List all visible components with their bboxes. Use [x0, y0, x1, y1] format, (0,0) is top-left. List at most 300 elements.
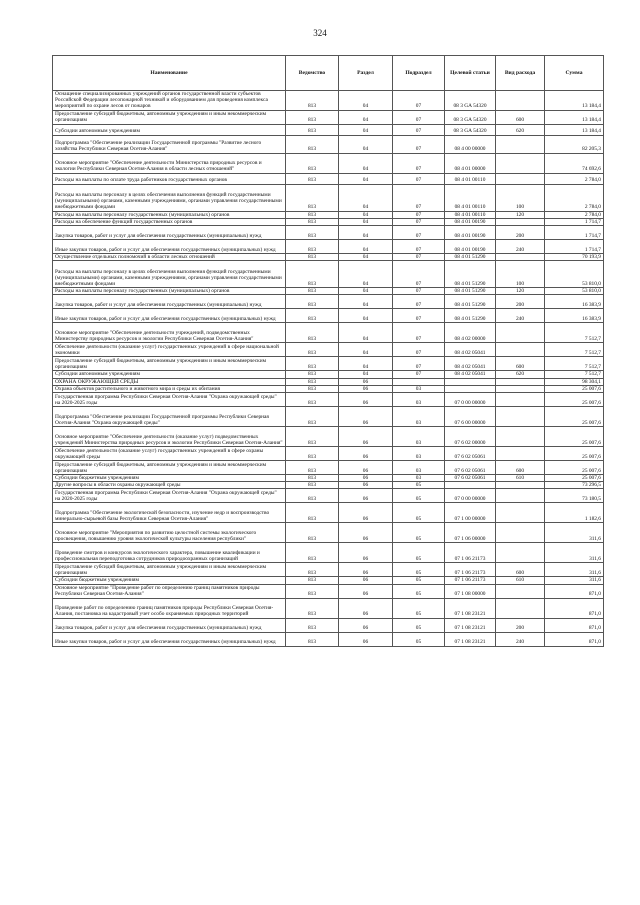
cell-sec: 06 [339, 447, 393, 461]
cell-target [445, 482, 496, 489]
cell-sum: 73 180,5 [545, 489, 604, 503]
cell-target: 07 1 06 00000 [445, 523, 496, 543]
cell-exp: 240 [496, 240, 545, 254]
cell-target: 08 4 02 05041 [445, 371, 496, 378]
cell-target: 08 3 GA 54320 [445, 91, 496, 111]
cell-sum: 16 383,9 [545, 309, 604, 323]
table-row [53, 577, 604, 584]
cell-target: 08 4 01 00110 [445, 211, 496, 218]
cell-name: Расходы на выплаты персоналу в целях обеспечения выполнения функций государственными (муниципальными) органами, казенными учреждениями, органами управления государственными внебюджетными фондами [53, 261, 286, 288]
cell-target: 08 4 01 00000 [445, 153, 496, 173]
cell-target: 07 1 08 23121 [445, 618, 496, 632]
cell-name: Закупка товаров, работ и услуг для обеспечения государственных (муниципальных) нужд [53, 295, 286, 309]
cell-sec: 06 [339, 378, 393, 385]
cell-name: Иные закупки товаров, работ и услуг для обеспечения государственных (муниципальных) нужд [53, 309, 286, 323]
table-header-row [53, 56, 604, 91]
cell-exp [496, 153, 545, 173]
column-header-department: Ведомство [286, 56, 339, 91]
cell-dept: 813 [286, 124, 339, 135]
cell-dept: 813 [286, 110, 339, 124]
cell-name: Основное мероприятие "Обеспечение деятельности (оказание услуг) подведомственных учреждений Министерства природных ресурсов и экологии Республики Северная Осетия-Алания" [53, 427, 286, 447]
cell-sec: 06 [339, 385, 393, 392]
table-row [53, 447, 604, 461]
cell-exp: 600 [496, 357, 545, 371]
cell-sec: 04 [339, 357, 393, 371]
cell-exp: 610 [496, 577, 545, 584]
table-row [53, 393, 604, 407]
cell-sub: 07 [393, 371, 445, 378]
table-row [53, 124, 604, 135]
cell-dept: 813 [286, 211, 339, 218]
cell-sum: 1 714,7 [545, 226, 604, 240]
cell-sum: 70 193,9 [545, 254, 604, 261]
cell-target: 08 4 02 05041 [445, 357, 496, 371]
cell-dept: 813 [286, 563, 339, 577]
cell-sec: 06 [339, 598, 393, 618]
cell-sec: 04 [339, 226, 393, 240]
cell-sub: 03 [393, 461, 445, 475]
cell-target: 08 4 01 00110 [445, 173, 496, 184]
cell-sum: 871,0 [545, 632, 604, 646]
cell-sub: 07 [393, 261, 445, 288]
table-row [53, 218, 604, 225]
cell-name: Охрана объектов растительного и животного мира и среды их обитания [53, 385, 286, 392]
cell-name: Подпрограмма "Обеспечение экологической безопасности, изучение недр и воспроизводство минерально-сырьевой базы Республики Северная Осетия-Алания" [53, 503, 286, 523]
cell-exp [496, 173, 545, 184]
cell-sum: 73 296,5 [545, 482, 604, 489]
cell-dept: 813 [286, 523, 339, 543]
cell-target: 08 3 GA 54320 [445, 124, 496, 135]
cell-dept: 813 [286, 173, 339, 184]
cell-sum: 7 512,7 [545, 357, 604, 371]
cell-exp: 200 [496, 226, 545, 240]
cell-sec: 06 [339, 393, 393, 407]
column-header-sum: Сумма [545, 56, 604, 91]
table-row [53, 584, 604, 598]
cell-target: 07 0 00 00000 [445, 393, 496, 407]
cell-name: Субсидии бюджетным учреждениям [53, 475, 286, 482]
cell-sub: 07 [393, 226, 445, 240]
cell-sum: 82 205,3 [545, 135, 604, 153]
cell-sub: 07 [393, 254, 445, 261]
cell-sec: 04 [339, 240, 393, 254]
table-row [53, 254, 604, 261]
cell-sec: 04 [339, 254, 393, 261]
column-header-section: Раздел [339, 56, 393, 91]
cell-sum: 2 784,0 [545, 184, 604, 211]
cell-exp: 620 [496, 124, 545, 135]
cell-sub: 03 [393, 447, 445, 461]
cell-sec: 04 [339, 371, 393, 378]
cell-sub: 03 [393, 393, 445, 407]
cell-exp [496, 218, 545, 225]
cell-sub: 07 [393, 184, 445, 211]
cell-sub: 05 [393, 523, 445, 543]
cell-dept: 813 [286, 254, 339, 261]
cell-name: Расходы на выплаты персоналу государственных (муниципальных) органов [53, 211, 286, 218]
column-header-name: Наименование [53, 56, 286, 91]
column-header-expense-type: Вид расхода [496, 56, 545, 91]
cell-target: 07 1 08 23121 [445, 632, 496, 646]
table-row [53, 385, 604, 392]
cell-sum: 7 512,7 [545, 371, 604, 378]
cell-sec: 04 [339, 110, 393, 124]
table-row [53, 323, 604, 343]
cell-sec: 06 [339, 489, 393, 503]
cell-target: 08 4 01 51290 [445, 288, 496, 295]
cell-sub: 03 [393, 427, 445, 447]
cell-dept: 813 [286, 343, 339, 357]
cell-sum: 2 784,0 [545, 173, 604, 184]
table-row [53, 407, 604, 427]
column-header-subsection: Подраздел [393, 56, 445, 91]
cell-sec: 06 [339, 475, 393, 482]
cell-dept: 813 [286, 618, 339, 632]
cell-target: 08 4 02 05041 [445, 343, 496, 357]
cell-exp [496, 254, 545, 261]
cell-sub: 03 [393, 475, 445, 482]
cell-sec: 06 [339, 407, 393, 427]
cell-dept: 813 [286, 378, 339, 385]
cell-target: 07 6 00 00000 [445, 407, 496, 427]
cell-sub: 05 [393, 632, 445, 646]
cell-sub [393, 378, 445, 385]
cell-dept: 813 [286, 184, 339, 211]
cell-sum: 16 383,9 [545, 295, 604, 309]
cell-sub: 05 [393, 489, 445, 503]
cell-sec: 04 [339, 295, 393, 309]
cell-name: Осуществление отдельных полномочий в области лесных отношений [53, 254, 286, 261]
cell-name: Субсидии автономным учреждениям [53, 124, 286, 135]
cell-exp [496, 393, 545, 407]
cell-sum: 53 810,0 [545, 288, 604, 295]
cell-name: Основное мероприятие "Обеспечение деятельности учреждений, подведомственных Министерству природных ресурсов и экологии Республики Северная Осетия-Алания" [53, 323, 286, 343]
cell-name: Расходы на выплаты персоналу государственных (муниципальных) органов [53, 288, 286, 295]
cell-dept: 813 [286, 407, 339, 427]
cell-exp: 200 [496, 618, 545, 632]
cell-sum: 311,6 [545, 577, 604, 584]
cell-sec: 04 [339, 91, 393, 111]
cell-sub: 07 [393, 343, 445, 357]
table-row [53, 184, 604, 211]
cell-dept: 813 [286, 543, 339, 563]
cell-sum: 13 184,4 [545, 124, 604, 135]
cell-target [445, 378, 496, 385]
cell-exp [496, 343, 545, 357]
cell-dept: 813 [286, 135, 339, 153]
cell-name: Субсидии бюджетным учреждениям [53, 577, 286, 584]
cell-dept: 813 [286, 427, 339, 447]
table-row [53, 489, 604, 503]
cell-sec: 06 [339, 503, 393, 523]
cell-dept: 813 [286, 357, 339, 371]
cell-sec: 04 [339, 173, 393, 184]
cell-exp: 620 [496, 371, 545, 378]
table-body [53, 91, 604, 647]
cell-sub: 07 [393, 173, 445, 184]
cell-dept: 813 [286, 447, 339, 461]
cell-exp: 240 [496, 309, 545, 323]
cell-name: Обеспечение деятельности (оказание услуг) государственных учреждений в сфере охраны окружающей среды [53, 447, 286, 461]
cell-sum: 2 784,0 [545, 211, 604, 218]
cell-exp [496, 91, 545, 111]
cell-sum: 25 007,6 [545, 447, 604, 461]
cell-sec: 06 [339, 632, 393, 646]
cell-exp: 120 [496, 288, 545, 295]
cell-target: 08 4 01 51290 [445, 309, 496, 323]
cell-name: Предоставление субсидий бюджетным, автономным учреждениям и иным некоммерческим организациям [53, 357, 286, 371]
cell-name: Расходы на выплаты персоналу в целях обеспечения выполнения функций государственными (муниципальными) органами, казенными учреждениями, органами управления государственными внебюджетными фондами [53, 184, 286, 211]
cell-sub: 07 [393, 153, 445, 173]
table-row [53, 563, 604, 577]
cell-dept: 813 [286, 577, 339, 584]
cell-exp: 610 [496, 475, 545, 482]
page-number: 324 [313, 28, 327, 38]
cell-sec: 04 [339, 261, 393, 288]
table-row [53, 135, 604, 153]
cell-name: Закупка товаров, работ и услуг для обеспечения государственных (муниципальных) нужд [53, 226, 286, 240]
cell-sec: 06 [339, 427, 393, 447]
table-row [53, 153, 604, 173]
cell-sec: 04 [339, 124, 393, 135]
table-row [53, 288, 604, 295]
cell-exp: 600 [496, 461, 545, 475]
cell-target: 08 4 00 00000 [445, 135, 496, 153]
cell-target: 07 1 06 21173 [445, 563, 496, 577]
cell-sec: 06 [339, 543, 393, 563]
cell-sec: 06 [339, 563, 393, 577]
cell-sub: 07 [393, 91, 445, 111]
cell-exp: 200 [496, 295, 545, 309]
cell-target: 08 4 01 51290 [445, 261, 496, 288]
cell-exp [496, 598, 545, 618]
cell-exp [496, 489, 545, 503]
cell-dept: 813 [286, 288, 339, 295]
cell-dept: 813 [286, 309, 339, 323]
cell-name: Расходы на выплаты по оплате труда работников государственных органов [53, 173, 286, 184]
table-row [53, 598, 604, 618]
cell-name: Предоставление субсидий бюджетным, автономным учреждениям и иным некоммерческим организациям [53, 563, 286, 577]
cell-exp: 120 [496, 211, 545, 218]
cell-sum: 871,0 [545, 618, 604, 632]
cell-dept: 813 [286, 393, 339, 407]
cell-name: Оснащение специализированных учреждений органов государственной власти субъектов Российской Федерации лесопожарной техникой и оборудованием для проведения комплекса мероприятий по охране лесов от пожаров [53, 91, 286, 111]
cell-sec: 06 [339, 482, 393, 489]
table-row [53, 632, 604, 646]
cell-sec: 04 [339, 288, 393, 295]
cell-sum: 74 692,6 [545, 153, 604, 173]
table-row [53, 295, 604, 309]
cell-sub: 07 [393, 309, 445, 323]
cell-name: ОХРАНА ОКРУЖАЮЩЕЙ СРЕДЫ [53, 378, 286, 385]
cell-name: Подпрограмма "Обеспечение реализации Государственной программы "Развитие лесного хозяйства Республики Северная Осетия-Алания" [53, 135, 286, 153]
table-row [53, 543, 604, 563]
cell-sub: 05 [393, 482, 445, 489]
cell-sec: 04 [339, 218, 393, 225]
cell-name: Предоставление субсидий бюджетным, автономным учреждениям и иным некоммерческим организациям [53, 461, 286, 475]
cell-sum: 871,0 [545, 584, 604, 598]
table-row [53, 110, 604, 124]
cell-sec: 04 [339, 323, 393, 343]
cell-name: Расходы на обеспечение функций государственных органов [53, 218, 286, 225]
cell-sec: 04 [339, 343, 393, 357]
cell-target: 07 6 02 00000 [445, 427, 496, 447]
cell-dept: 813 [286, 240, 339, 254]
table-row [53, 357, 604, 371]
cell-sum: 7 512,7 [545, 343, 604, 357]
cell-dept: 813 [286, 475, 339, 482]
cell-target: 08 3 GA 54320 [445, 110, 496, 124]
cell-dept: 813 [286, 295, 339, 309]
cell-name: Закупка товаров, работ и услуг для обеспечения государственных (муниципальных) нужд [53, 618, 286, 632]
table-row [53, 461, 604, 475]
cell-exp: 100 [496, 261, 545, 288]
cell-sub: 07 [393, 357, 445, 371]
table-row [53, 482, 604, 489]
cell-sub: 05 [393, 543, 445, 563]
cell-dept: 813 [286, 323, 339, 343]
cell-sum: 311,6 [545, 543, 604, 563]
cell-target: 08 4 01 00190 [445, 226, 496, 240]
cell-sum: 25 007,6 [545, 461, 604, 475]
cell-name: Субсидии автономным учреждениям [53, 371, 286, 378]
cell-name: Обеспечение деятельности (оказание услуг) государственных учреждений в сфере национальной экономики [53, 343, 286, 357]
cell-sub: 05 [393, 598, 445, 618]
cell-sub: 07 [393, 110, 445, 124]
cell-sec: 04 [339, 135, 393, 153]
cell-sec: 06 [339, 584, 393, 598]
cell-target: 08 4 01 51290 [445, 254, 496, 261]
cell-sub: 07 [393, 240, 445, 254]
cell-exp: 600 [496, 110, 545, 124]
cell-dept: 813 [286, 261, 339, 288]
cell-exp [496, 523, 545, 543]
cell-target: 07 1 06 21173 [445, 577, 496, 584]
cell-target: 08 4 01 00190 [445, 240, 496, 254]
cell-dept: 813 [286, 482, 339, 489]
cell-dept: 813 [286, 503, 339, 523]
cell-dept: 813 [286, 461, 339, 475]
cell-target: 07 1 06 21173 [445, 543, 496, 563]
cell-target: 07 6 02 05061 [445, 461, 496, 475]
cell-target: 08 4 02 00000 [445, 323, 496, 343]
cell-sum: 311,6 [545, 523, 604, 543]
cell-dept: 813 [286, 489, 339, 503]
cell-exp [496, 378, 545, 385]
cell-exp [496, 447, 545, 461]
cell-name: Проведение смотров и конкурсов экологического характера, повышение квалификации и профессиональная переподготовка сотрудников природоохранных организаций [53, 543, 286, 563]
cell-sec: 04 [339, 153, 393, 173]
cell-target: 08 4 01 00190 [445, 218, 496, 225]
cell-name: Иные закупки товаров, работ и услуг для обеспечения государственных (муниципальных) нужд [53, 632, 286, 646]
cell-sub: 07 [393, 288, 445, 295]
cell-target: 07 6 02 05061 [445, 475, 496, 482]
cell-exp [496, 407, 545, 427]
cell-name: Предоставление субсидий бюджетным, автономным учреждениям и иным некоммерческим организациям [53, 110, 286, 124]
table-row [53, 211, 604, 218]
cell-name: Проведение работ по определению границ памятников природы Республики Северная Осетия-Алания, постановка на кадастровый учет особо охраняемых природных территорий [53, 598, 286, 618]
cell-name: Подпрограмма "Обеспечение реализации Государственной программы Республики Северная Осетия-Алания "Охрана окружающей среды" [53, 407, 286, 427]
cell-dept: 813 [286, 598, 339, 618]
cell-sum: 25 007,6 [545, 385, 604, 392]
table-row [53, 503, 604, 523]
column-header-target: Целевой статьи [445, 56, 496, 91]
cell-name: Государственная программа Республики Северная Осетия-Алания "Охрана окружающей среды" на 2020-2025 годы [53, 393, 286, 407]
cell-sub: 05 [393, 563, 445, 577]
table-row [53, 261, 604, 288]
cell-sum: 1 182,6 [545, 503, 604, 523]
cell-sub: 07 [393, 323, 445, 343]
cell-sum: 53 810,0 [545, 261, 604, 288]
cell-sec: 06 [339, 523, 393, 543]
cell-sum: 25 007,6 [545, 427, 604, 447]
cell-exp: 600 [496, 563, 545, 577]
cell-target [445, 385, 496, 392]
table-row [53, 240, 604, 254]
budget-table [52, 55, 604, 647]
table-row [53, 427, 604, 447]
cell-name: Другие вопросы в области охраны окружающей среды [53, 482, 286, 489]
cell-sum: 25 007,6 [545, 393, 604, 407]
cell-dept: 813 [286, 584, 339, 598]
cell-name: Государственная программа Республики Северная Осетия-Алания "Охрана окружающей среды" на 2020-2025 годы [53, 489, 286, 503]
table-row [53, 378, 604, 385]
cell-name: Иные закупки товаров, работ и услуг для обеспечения государственных (муниципальных) нужд [53, 240, 286, 254]
cell-sum: 98 304,1 [545, 378, 604, 385]
cell-exp: 100 [496, 184, 545, 211]
cell-sum: 871,0 [545, 598, 604, 618]
table-row [53, 343, 604, 357]
table-row [53, 173, 604, 184]
cell-sub: 07 [393, 211, 445, 218]
cell-sec: 06 [339, 618, 393, 632]
cell-dept: 813 [286, 153, 339, 173]
cell-sum: 25 007,6 [545, 407, 604, 427]
cell-name: Основное мероприятие "Обеспечение деятельности Министерства природных ресурсов и экологии Республики Северная Осетия-Алания в области лесных отношений" [53, 153, 286, 173]
cell-dept: 813 [286, 91, 339, 111]
table-row [53, 371, 604, 378]
cell-exp [496, 323, 545, 343]
cell-exp [496, 482, 545, 489]
cell-sec: 06 [339, 577, 393, 584]
cell-sum: 7 512,7 [545, 323, 604, 343]
cell-sub: 03 [393, 407, 445, 427]
table-row [53, 523, 604, 543]
cell-sec: 04 [339, 309, 393, 323]
cell-target: 07 0 00 00000 [445, 489, 496, 503]
cell-dept: 813 [286, 371, 339, 378]
cell-sub: 05 [393, 584, 445, 598]
cell-name: Основное мероприятие "Мероприятия по развитию целостной системы экологического просвещения, повышению уровня экологической культуры населения республики" [53, 523, 286, 543]
cell-sub: 05 [393, 618, 445, 632]
cell-sec: 06 [339, 461, 393, 475]
cell-dept: 813 [286, 385, 339, 392]
cell-exp [496, 385, 545, 392]
cell-exp: 240 [496, 632, 545, 646]
cell-sub: 05 [393, 577, 445, 584]
cell-target: 07 1 00 00000 [445, 503, 496, 523]
cell-sum: 13 184,4 [545, 110, 604, 124]
cell-sub: 07 [393, 135, 445, 153]
cell-sum: 25 007,6 [545, 475, 604, 482]
cell-dept: 813 [286, 632, 339, 646]
cell-target: 07 1 08 00000 [445, 584, 496, 598]
table-row [53, 475, 604, 482]
cell-sub: 07 [393, 218, 445, 225]
cell-exp [496, 135, 545, 153]
table-row [53, 91, 604, 111]
cell-exp [496, 584, 545, 598]
